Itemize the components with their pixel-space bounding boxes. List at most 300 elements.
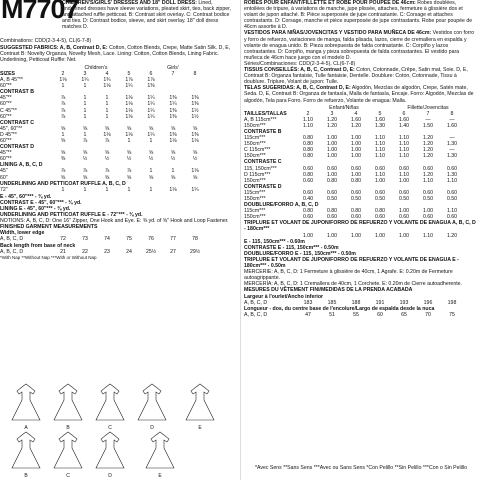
row-value: 1.30	[446, 141, 458, 148]
description-title: CHILDREN'S/GIRLS' DRESSES AND 18" DOLL DRESS:	[62, 0, 197, 6]
measure-value: 23	[104, 248, 110, 255]
notes-fr	[244, 239, 478, 288]
row-value: 1	[105, 101, 109, 108]
row-value: 1	[83, 107, 87, 114]
row-label: 115cm***	[244, 189, 266, 196]
row-value: 1.20	[422, 153, 434, 160]
row-value: ½	[170, 156, 176, 163]
row-label: 150cm***	[244, 196, 266, 202]
row-value: 1.60	[398, 116, 410, 123]
measure-value: 1.00	[398, 232, 410, 239]
size-header: 7	[426, 110, 430, 117]
measure-value: 29½	[189, 248, 201, 255]
row-value: 1.60	[350, 116, 362, 123]
row-value: 1.10	[398, 171, 410, 178]
row-value: 1.10	[374, 141, 386, 148]
finished-heading: FINISHED GARMENT MEASUREMENTS	[0, 224, 98, 231]
note-line: LINING E - 45", 60"*** - ⅜ yd.	[0, 206, 71, 212]
row-value: 1⅜	[191, 131, 199, 138]
row-value: 0.60	[374, 189, 386, 196]
row-value: 1	[105, 107, 109, 114]
row-value: 1.20	[422, 135, 434, 142]
row-value: 0.60	[398, 189, 410, 196]
row-value: 1.10	[302, 116, 314, 123]
row-value: ⅞	[60, 101, 66, 108]
measure-value: 70	[425, 311, 431, 318]
row-value: 1	[83, 113, 87, 120]
row-value: 1.20	[326, 122, 338, 129]
measure-value: 73	[82, 236, 88, 243]
row-value: 1.10	[398, 153, 410, 160]
sketch-label: E	[158, 473, 162, 479]
row-value: 1.00	[350, 135, 362, 142]
row-value: 1	[61, 131, 65, 138]
row-value: 1.10	[374, 147, 386, 154]
row-value: 0.80	[302, 147, 314, 154]
row-value: 1⅜	[169, 113, 177, 120]
note-line: CONTRAST E - 45", 60"*** - ⅜ yd.	[0, 199, 82, 206]
note-line: NOTIONS: A, B, C, D: One 16" Zipper, One Hook and Eye. E: ⅜ yd. of ⅝" Hook and Loop Fastener.	[0, 218, 229, 225]
row-value: 1⅜	[191, 95, 199, 102]
row-value: ⅝	[170, 174, 176, 181]
row-value: 1.00	[350, 147, 362, 154]
row-value: ⅝	[170, 125, 176, 132]
measure-value: 75	[449, 311, 455, 318]
row-value: 1.30	[446, 153, 458, 160]
nap-note-fr: *Avec Sens **Sans Sens ***Avec ou Sans Sens *Con Pelillo **Sin Pelillo ***Con o Sin Pelillo	[254, 465, 468, 471]
row-value: 0.80	[350, 177, 362, 184]
row-label: 150cm***	[244, 214, 266, 221]
row-value: 1.10	[422, 177, 434, 184]
nap-note: *With Nap **Without Nap ***With or Without Nap	[0, 254, 97, 260]
row-value: 0.60	[398, 214, 410, 221]
measure-value: 183	[303, 299, 313, 306]
row-value: ⅝	[60, 150, 66, 157]
row-value: 1⅜	[169, 131, 177, 138]
back-label: Back length from base of neck	[0, 242, 76, 249]
note-line: E - 115, 150cm*** - 0.60m	[244, 238, 305, 245]
row-value: 1.20	[422, 141, 434, 148]
dress-sketch	[96, 432, 124, 479]
size-header: 5	[378, 110, 382, 117]
measure-value: 76	[148, 236, 154, 243]
sizes-label: SIZES	[0, 70, 15, 77]
row-value: 1¼	[81, 77, 89, 84]
row-value: 0.60	[326, 214, 338, 221]
sketch-label: A	[24, 425, 28, 431]
size-header: 8	[450, 110, 454, 117]
row-value: 0.40	[302, 196, 314, 202]
sketch-label: D	[150, 425, 154, 431]
measure-value: 193	[399, 299, 409, 306]
dress-sketch	[54, 432, 82, 479]
row-value: ⅞	[60, 113, 66, 120]
telas-text: Algodón, Mezclas de algodón, Crepe, Satén mate, Seda. D, E, Contrast B: Organza de fantasía, Malla de fantasía, Encaje. Forro: Algodón, Mezclas de algodón, Tela para Forro. Forro de refuerzo, Volante de enagua: Malla.	[244, 85, 474, 104]
row-value: 1½	[191, 107, 199, 114]
measure-value: 196	[423, 299, 433, 306]
row-value: 0.80	[326, 208, 338, 215]
es-heading: VESTIDOS PARA NIÑAS/JOVENCITAS Y VESTIDO PARA MUÑECA DE 46cm:	[244, 30, 432, 37]
measure-value: 75	[126, 236, 132, 243]
row-value: 1	[127, 137, 131, 144]
row-value: 1	[149, 186, 153, 193]
row-value: 1½	[191, 113, 199, 120]
row-label: CONTRASTE D	[244, 183, 282, 190]
row-value: 0.60	[350, 165, 362, 172]
row-label: CONTRAST D	[0, 144, 35, 151]
row-value: 0.60	[446, 165, 458, 172]
dress-sketch	[138, 384, 166, 431]
row-label: D 45"**	[0, 131, 17, 138]
header-enfant: Enfant/Niñas	[329, 104, 359, 111]
measure-value: 22	[82, 248, 88, 255]
row-value: ⅞	[60, 168, 66, 175]
row-value: 1¾	[103, 77, 111, 84]
row-value: 0.50	[422, 196, 434, 202]
row-value: 1.00	[326, 171, 338, 178]
row-label: 60"**	[0, 101, 12, 108]
sketch-label: E	[198, 425, 202, 431]
row-value: 0.50	[374, 196, 386, 202]
row-value: 1.10	[446, 208, 458, 215]
row-label: C 115cm***	[244, 147, 271, 154]
back-sub-fr: A, B, C, D	[244, 311, 268, 318]
row-value: 1	[61, 83, 65, 90]
fr-text: Robes doublées, entoilées de tripure, à variations de manche, jupe plissée, attaches, fermeture à glissière dos et volant de jupon attaché. B: Pièce superposée de jupe contrastante. C: Corsage et attaches contrastants. D: Corsage, manche et pièce superposée de jupe contrastants. Robe pour poupée de 46cm assortie à D.	[244, 0, 473, 31]
row-value: 0.50	[350, 196, 362, 202]
row-value: 0.60	[302, 177, 314, 184]
sketch-label: C	[66, 473, 70, 479]
row-label: CONTRASTE B	[244, 128, 282, 135]
row-label: A, B 45"**	[0, 77, 23, 84]
dress-sketch	[12, 432, 40, 479]
row-value: —	[449, 116, 455, 123]
size-header: 6	[149, 70, 153, 77]
row-label: 45"	[0, 168, 8, 175]
row-value: 1⅛	[103, 83, 111, 90]
row-value: 0.60	[374, 165, 386, 172]
measure-value: 60	[377, 311, 383, 318]
row-value: 1⅞	[147, 77, 155, 84]
telas-heading: TELAS SUGERIDAS: A, B, C, Contrast D, E:	[244, 85, 351, 92]
triplure-heading: TRIPLURE ET VOLANT DE JUPON/FORRO DE REFUERZO Y VOLANTE DE ENAGUA A, B, C, D - 180cm***	[244, 220, 476, 233]
row-value: 1⅜	[169, 95, 177, 102]
row-value: 0.60	[422, 189, 434, 196]
row-label: UNDERLINING AND PETTICOAT RUFFLE A, B, C, D	[0, 180, 126, 187]
row-value: 0.60	[326, 165, 338, 172]
measure-value: 51	[329, 311, 335, 318]
row-value: 0.80	[302, 153, 314, 160]
header-fillette: Fillette/Jovencitas	[407, 104, 449, 111]
note-line: DOUBLURE/FORRO E - 115, 150cm*** - 0.50m	[244, 250, 356, 257]
back-sub: A, B, C, D	[0, 248, 24, 255]
row-value: 1	[171, 168, 175, 175]
measure-value: 1.00	[350, 232, 362, 239]
row-value: ⅝	[126, 125, 132, 132]
header-girls: Girls'	[167, 64, 179, 71]
row-value: 0.80	[350, 208, 362, 215]
row-value: ⅞	[82, 168, 88, 175]
description	[62, 0, 238, 30]
size-header: 7	[171, 70, 175, 77]
column-divider	[240, 0, 241, 480]
width-sub-fr: A, B, C, D	[244, 299, 268, 306]
row-value: ½	[148, 156, 154, 163]
row-value: 1.60	[374, 116, 386, 123]
measure-value: 55	[353, 311, 359, 318]
row-value: 0.80	[302, 171, 314, 178]
row-value: 1.00	[422, 208, 434, 215]
row-value: 1⅛	[191, 168, 199, 175]
combinations: Combinations: CDD(2-3-4-5), CL(6-7-8)	[0, 38, 92, 45]
row-value: —	[425, 116, 431, 123]
row-value: 1	[105, 186, 109, 193]
row-value: 0.60	[446, 189, 458, 196]
row-value: ⅝	[104, 150, 110, 157]
row-value: ⅝	[126, 150, 132, 157]
row-value: ⅝	[60, 137, 66, 144]
sketch-label: B	[66, 425, 70, 431]
row-value: 1.10	[398, 147, 410, 154]
finished-table	[0, 230, 206, 254]
notes	[0, 194, 238, 224]
row-value: 1.10	[374, 171, 386, 178]
fabrics-heading: SUGGESTED FABRICS: A, B, Contrast D, E:	[0, 44, 108, 51]
row-value: 1	[83, 95, 87, 102]
row-label: 150cm***	[244, 153, 266, 160]
row-value: 1.20	[326, 116, 338, 123]
measure-value: 21	[60, 248, 66, 255]
row-value: 1	[83, 83, 87, 90]
row-value: ½	[126, 156, 132, 163]
row-value: 0.60	[326, 189, 338, 196]
size-header: 3	[83, 70, 87, 77]
row-label: 45", 60"**	[0, 125, 23, 132]
row-value: ⅞	[104, 137, 110, 144]
size-header: 4	[105, 70, 109, 77]
row-value: ⅝	[170, 150, 176, 157]
row-label: 115cm***	[244, 135, 266, 142]
row-value: 1.10	[374, 153, 386, 160]
row-value: ½	[192, 156, 198, 163]
measure-value: 1.20	[446, 232, 458, 239]
row-value: 1⅛	[125, 107, 133, 114]
row-value: ⅝	[104, 174, 110, 181]
row-value: 1⅜	[191, 101, 199, 108]
row-value: 0.60	[422, 165, 434, 172]
measure-value: 27	[170, 248, 176, 255]
row-value: 1	[105, 113, 109, 120]
row-value: 1	[83, 131, 87, 138]
row-label: 115cm***	[244, 208, 266, 215]
size-header: 2	[61, 70, 65, 77]
measure-value: 191	[375, 299, 385, 306]
measure-value: 1.00	[374, 232, 386, 239]
row-value: 1¼	[147, 131, 155, 138]
row-value: 1.10	[446, 177, 458, 184]
row-label: CONTRAST C	[0, 119, 35, 126]
measure-value: 47	[305, 311, 311, 318]
description-text: Lined, underlined dresses have sleeve variations, pleated skirt, ties, back zipper, and attached ruffle petticoat. B: Contrast skirt overlay. C: Contrast bodice and ties. D: Contrast bodice, sleeve, and skirt overlay. 18" doll dress matches D.	[62, 0, 231, 31]
measure-value: 24	[126, 248, 132, 255]
row-label: 150cm***	[244, 177, 266, 184]
row-value: 0.60	[350, 214, 362, 221]
row-value: 1.10	[398, 141, 410, 148]
row-value: ⅝	[192, 150, 198, 157]
row-value: 1¼	[147, 95, 155, 102]
row-label: 60"**	[0, 83, 12, 90]
row-value: 0.50	[326, 196, 338, 202]
row-value: 1⅛	[125, 101, 133, 108]
row-value: 0.60	[350, 189, 362, 196]
row-value: 1	[127, 186, 131, 193]
row-value: ⅝	[104, 125, 110, 132]
measure-value: 25½	[145, 248, 157, 255]
finished-table-fr	[244, 294, 464, 318]
tailles-label: TAILLES/TALLAS	[244, 110, 287, 117]
french-spanish-column	[244, 0, 478, 318]
row-label: 60"**	[0, 156, 12, 163]
pattern-number: M7707	[1, 0, 79, 24]
row-value: 0.80	[374, 208, 386, 215]
row-label: A, B 115cm***	[244, 116, 277, 123]
row-value: ½	[82, 156, 88, 163]
row-value: ⅞	[126, 168, 132, 175]
note-line: CONTRASTE E - 115, 150cm*** - 0.50m	[244, 244, 339, 251]
row-value: 1.10	[302, 122, 314, 129]
row-value: 1.60	[446, 122, 458, 129]
row-value: 1⅛	[169, 186, 177, 193]
measure-value: 72	[60, 236, 66, 243]
row-value: ⅝	[126, 174, 132, 181]
sketch-label: B	[24, 473, 28, 479]
row-value: 0.60	[422, 214, 434, 221]
fabrics-text: Cotton, Cotton Blends, Crepe, Matte Satin Silk. D, E, Contrast B: Novelty Organza, Novelty Mesh, Lace. Lining: Cotton, Cotton Blends, Lining Fabric. Underlining, Petticoat Ruffle: Net.	[0, 44, 231, 63]
row-value: 1	[83, 101, 87, 108]
sketch-label: D	[108, 473, 112, 479]
row-value: ⅝	[60, 125, 66, 132]
row-value: 1.00	[398, 177, 410, 184]
row-value: 1¼	[147, 101, 155, 108]
row-label: CONTRASTE C	[244, 159, 282, 166]
size-header: 3	[330, 110, 334, 117]
tissus-text: Coton, Cotonnade, Crêpe, Satin mat, Soie. D, E, Contrast B: Organza fantaisie, Tulle fantaisie, Dentelle. Doublure: Coton, Cotonnade, Tissu à doublure. Triplure, Volant de jupon: Tulle.	[244, 67, 468, 86]
english-column	[0, 0, 238, 261]
row-label: C 45"**	[0, 107, 17, 114]
row-value: 1.00	[350, 153, 362, 160]
row-value: 1.00	[326, 135, 338, 142]
row-value: 0.60	[374, 214, 386, 221]
measure-value: 1.00	[302, 232, 314, 239]
dress-sketch	[54, 384, 82, 431]
row-value: 1.30	[446, 171, 458, 178]
row-label: 60"	[0, 174, 8, 181]
dress-sketch	[186, 384, 214, 431]
row-value: 1	[149, 137, 153, 144]
note-line: E - 45", 60"*** - ⅜ yd.	[0, 193, 52, 200]
row-value: 0.50	[398, 196, 410, 202]
row-value: ½	[104, 156, 110, 163]
width-label: Width, lower edge	[0, 230, 45, 237]
measure-value: 198	[447, 299, 457, 306]
row-value: 1⅛	[125, 131, 133, 138]
row-value: 1⅛	[125, 113, 133, 120]
row-value: 1.30	[374, 122, 386, 129]
row-label: 45"**	[0, 95, 12, 102]
row-value: ⅞	[60, 95, 66, 102]
row-value: 1.10	[398, 135, 410, 142]
row-value: ⅝	[82, 150, 88, 157]
measure-value: 1.10	[422, 232, 434, 239]
row-value: 0.50	[446, 196, 458, 202]
row-value: ⅝	[192, 125, 198, 132]
row-value: 0.60	[302, 189, 314, 196]
row-value: ⅝	[148, 125, 154, 132]
sketch-label: C	[108, 425, 112, 431]
row-value: 0.60	[446, 214, 458, 221]
header-childrens: Children's	[84, 64, 108, 71]
width-sub: A, B, C, D	[0, 236, 24, 243]
note-line: TRIPLURE ET VOLANT DE JUPON/FORRO DE REFUERZO Y VOLANTE DE ENAGUA E - 180cm*** - 0.50m	[244, 256, 459, 270]
row-value: 1.40	[398, 122, 410, 129]
row-label: LINING A, B, C, D	[0, 162, 43, 169]
garment-sketches	[0, 380, 238, 480]
row-value: 1⅛	[103, 131, 111, 138]
tissus-heading: TISSUS CONSEILLÉS: A, B, C, Contrast D, E:	[244, 67, 355, 74]
row-value: 0.80	[326, 177, 338, 184]
metric-table	[244, 105, 464, 221]
dress-sketch	[146, 432, 174, 479]
row-value: ⅞	[82, 137, 88, 144]
row-value: —	[449, 147, 455, 154]
measure-value: 1.00	[326, 232, 338, 239]
row-value: 1⅛	[191, 137, 199, 144]
row-value: ⅞	[60, 107, 66, 114]
row-value: 1.00	[374, 177, 386, 184]
row-label: 150cm***	[244, 122, 266, 129]
measure-value: 65	[401, 311, 407, 318]
table-row	[0, 187, 206, 193]
row-value: 1¼	[147, 107, 155, 114]
row-value: 1.00	[326, 153, 338, 160]
size-header: 4	[354, 110, 358, 117]
dress-sketch	[96, 384, 124, 431]
row-value: 1.50	[422, 122, 434, 129]
row-value: ⅝	[82, 125, 88, 132]
finished-heading-fr: MESURES DU VÊTEMENT FINI/MEDIDAS DE LA PRENDA ACABADA	[244, 287, 413, 294]
row-value: 0.80	[302, 208, 314, 215]
row-value: 1.10	[374, 135, 386, 142]
row-value: 1⅜	[147, 83, 155, 90]
row-label: 45"**	[0, 150, 12, 157]
dress-sketch	[12, 384, 40, 431]
row-value: 0.60	[302, 214, 314, 221]
row-value: 1	[105, 95, 109, 102]
size-header: 5	[127, 70, 131, 77]
es-text: Vestidos con forro y forro de refuerzo, variaciones de manga, falda plisada, lazos, cierre de cremallera en espalda y volante de enagua unido. B: Pieza sobrepuesta de falda contrastante. C: Corpiño y lazos contrastantes. D: Corpiño, manga y pieza sobrepuesta de falda contrastantes. El vestido para muñeca de 46cm hace juego con el modelo D.	[244, 30, 475, 61]
row-value: ⅝	[192, 174, 198, 181]
row-value: 1.00	[326, 141, 338, 148]
row-value: 1.00	[326, 147, 338, 154]
row-label: 115, 150cm***	[244, 165, 277, 172]
row-value: ⅝	[148, 174, 154, 181]
row-value: 1	[61, 186, 65, 193]
measure-value: 185	[327, 299, 337, 306]
row-label: 60"**	[0, 137, 12, 144]
row-value: 1	[149, 168, 153, 175]
row-label: D 115cm***	[244, 171, 271, 178]
row-value: ⅜	[60, 156, 66, 163]
